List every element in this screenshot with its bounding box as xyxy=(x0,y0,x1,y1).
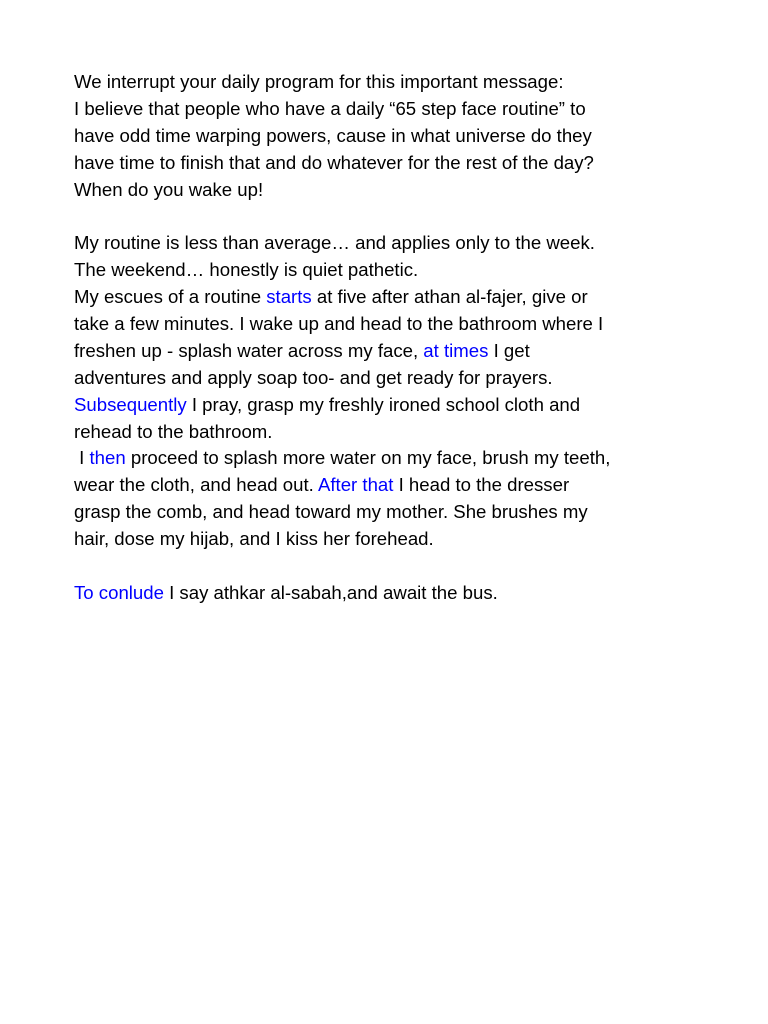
highlighted-word: at times xyxy=(423,339,489,361)
text-segment: I get xyxy=(488,339,530,361)
text-line: When do you wake up! xyxy=(74,178,264,200)
text-line xyxy=(74,472,714,499)
text-segment: My escues of a routine xyxy=(74,286,267,308)
text-line: have odd time warping powers, cause in what universe do they xyxy=(74,124,592,146)
text-segment: freshen up - splash water across my face, xyxy=(74,339,424,361)
document-page xyxy=(74,69,714,607)
text-segment: I say athkar al-sabah,and await the bus. xyxy=(163,581,498,603)
text-segment: I xyxy=(74,447,90,469)
text-line xyxy=(74,338,714,365)
text-line: My routine is less than average… and applies only to the week. xyxy=(74,232,595,254)
text-segment: I pray, grasp my freshly ironed school cloth and xyxy=(186,393,581,415)
text-segment: wear the cloth, and head out. xyxy=(74,474,318,496)
highlighted-word: To conlude xyxy=(74,581,164,603)
text-line: We interrupt your daily program for this important message: xyxy=(74,71,564,92)
text-line xyxy=(74,445,714,472)
text-line: have time to finish that and do whatever for the rest of the day? xyxy=(74,151,594,173)
text-segment: proceed to splash more water on my face, brush my teeth, xyxy=(125,447,611,469)
text-segment: I head to the dresser xyxy=(393,474,570,496)
text-line: I believe that people who have a daily “65 step face routine” to xyxy=(74,97,586,119)
highlighted-word: Subsequently xyxy=(74,393,187,415)
text-line: take a few minutes. I wake up and head to the bathroom where I xyxy=(74,313,604,335)
highlighted-word: starts xyxy=(266,286,312,308)
text-line: The weekend… honestly is quiet pathetic. xyxy=(74,259,419,281)
text-segment: at five after athan al-fajer, give or xyxy=(311,286,588,308)
text-line: hair, dose my hijab, and I kiss her forehead. xyxy=(74,528,434,550)
highlighted-word: then xyxy=(89,447,126,469)
text-line xyxy=(74,284,714,311)
paragraph-spacer xyxy=(74,553,714,580)
paragraph-spacer xyxy=(74,203,714,230)
text-line: grasp the comb, and head toward my mother. She brushes my xyxy=(74,501,588,523)
text-line xyxy=(74,392,714,419)
text-line xyxy=(74,580,714,607)
highlighted-word: After that xyxy=(317,474,394,496)
text-line: adventures and apply soap too- and get ready for prayers. xyxy=(74,366,553,388)
text-line: rehead to the bathroom. xyxy=(74,420,273,442)
